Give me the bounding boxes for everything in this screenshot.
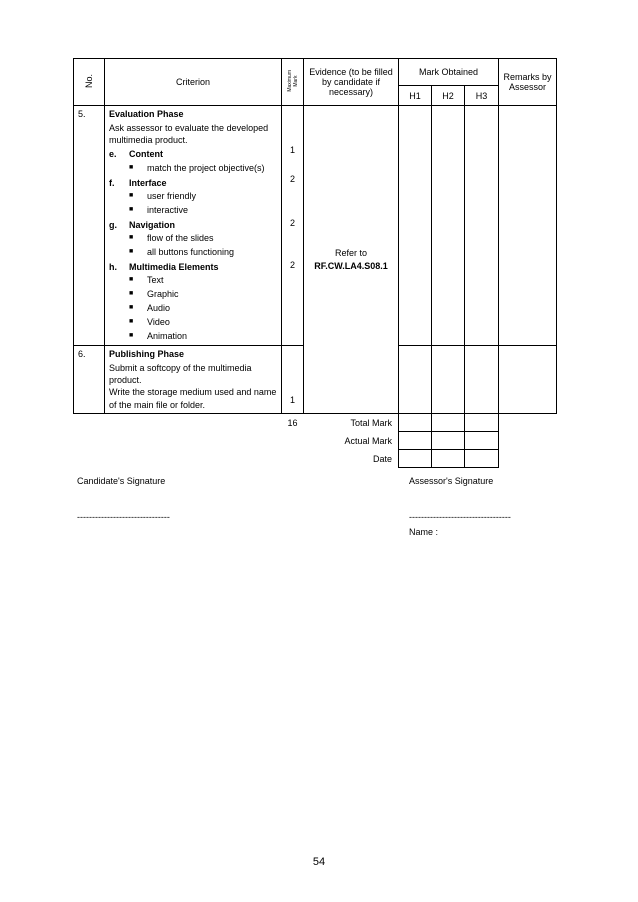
mark-value: 1 [289, 145, 295, 155]
assessor-signature-label: Assessor's Signature [409, 476, 494, 486]
h1-cell[interactable] [399, 346, 432, 414]
h3-cell[interactable] [465, 346, 499, 414]
total-value: 16 [287, 417, 298, 428]
total-label: Total Mark [350, 417, 392, 428]
page-number: 54 [312, 856, 326, 868]
date-row [74, 450, 557, 468]
section-title: Publishing Phase [109, 349, 185, 359]
h1-cell[interactable] [399, 106, 432, 346]
header-mark-obtained: Mark Obtained [399, 59, 499, 86]
actual-h2[interactable] [432, 432, 465, 450]
bullet-icon: ■ [129, 275, 134, 283]
table-row-section-5 [74, 106, 557, 346]
max-mark-cell: 1 [282, 346, 304, 414]
header-remarks: Remarks by Assessor [499, 59, 557, 106]
evidence-cell [304, 106, 399, 414]
bullet-icon: ■ [129, 289, 134, 297]
list-item: ■ Graphic [129, 288, 179, 299]
bullet-icon: ■ [129, 233, 134, 241]
date-h1[interactable] [399, 450, 432, 468]
list-item: ■ match the project objective(s) [129, 162, 265, 173]
row-number: 5. [74, 106, 105, 346]
row-number: 6. [74, 346, 105, 414]
remarks-cell[interactable] [499, 106, 557, 346]
header-criterion: Criterion [105, 59, 282, 106]
total-h1[interactable] [399, 414, 432, 432]
criterion-item: h. Multimedia Elements [109, 261, 219, 272]
total-h3[interactable] [465, 414, 499, 432]
section-title: Evaluation Phase [109, 109, 184, 119]
criterion-cell [105, 106, 282, 346]
mark-value: 2 [289, 174, 295, 184]
list-item: ■ user friendly [129, 190, 197, 201]
h2-cell[interactable] [432, 346, 465, 414]
bullet-icon: ■ [129, 163, 134, 171]
criterion-item: f. Interface [109, 177, 167, 188]
h3-cell[interactable] [465, 106, 499, 346]
list-item: ■ Text [129, 274, 164, 285]
section-intro: Ask assessor to evaluate the developed multimedia product. [109, 123, 269, 146]
bullet-icon: ■ [129, 191, 134, 199]
criterion-item: e. Content [109, 149, 163, 160]
assessor-name-label: Name : [409, 527, 439, 537]
mark-value: 2 [289, 218, 295, 228]
criterion-cell [105, 346, 282, 414]
total-row [74, 414, 557, 432]
list-item: ■ all buttons functioning [129, 246, 235, 257]
actual-row [74, 432, 557, 450]
criterion-item: g. Navigation [109, 219, 176, 230]
section-line: Submit a softcopy of the multimedia product. [109, 363, 252, 386]
evidence-reference: RF.CW.LA4.S08.1 [314, 260, 388, 271]
remarks-cell[interactable] [499, 346, 557, 414]
max-mark-cell [282, 106, 304, 346]
mark-value: 2 [289, 260, 295, 270]
list-item: ■ Animation [129, 330, 188, 341]
bullet-icon: ■ [129, 331, 134, 339]
actual-label: Actual Mark [344, 435, 392, 446]
evidence-line-1: Refer to [334, 247, 367, 258]
list-item: ■ interactive [129, 204, 189, 215]
header-max-mark: Maximum Mark [282, 59, 304, 106]
assessor-signature-line: ---------------------------------- [409, 512, 511, 522]
header-h1: H1 [399, 86, 432, 106]
bullet-icon: ■ [129, 303, 134, 311]
actual-h1[interactable] [399, 432, 432, 450]
date-label: Date [372, 453, 392, 464]
list-item: ■ flow of the slides [129, 232, 214, 243]
bullet-icon: ■ [129, 247, 134, 255]
list-item: ■ Video [129, 316, 170, 327]
header-evidence: Evidence (to be filled by candidate if necessary) [304, 59, 399, 106]
h2-cell[interactable] [432, 106, 465, 346]
date-h3[interactable] [465, 450, 499, 468]
date-h2[interactable] [432, 450, 465, 468]
assessment-table [73, 58, 557, 468]
bullet-icon: ■ [129, 317, 134, 325]
candidate-signature-label: Candidate's Signature [77, 476, 166, 486]
candidate-signature-line: ------------------------------- [77, 512, 170, 522]
section-line: Write the storage medium used and name of the main file or folder. [109, 387, 277, 410]
header-no: No. [74, 59, 105, 106]
total-h2[interactable] [432, 414, 465, 432]
header-h3: H3 [465, 86, 499, 106]
list-item: ■ Audio [129, 302, 171, 313]
bullet-icon: ■ [129, 205, 134, 213]
header-h2: H2 [432, 86, 465, 106]
actual-h3[interactable] [465, 432, 499, 450]
